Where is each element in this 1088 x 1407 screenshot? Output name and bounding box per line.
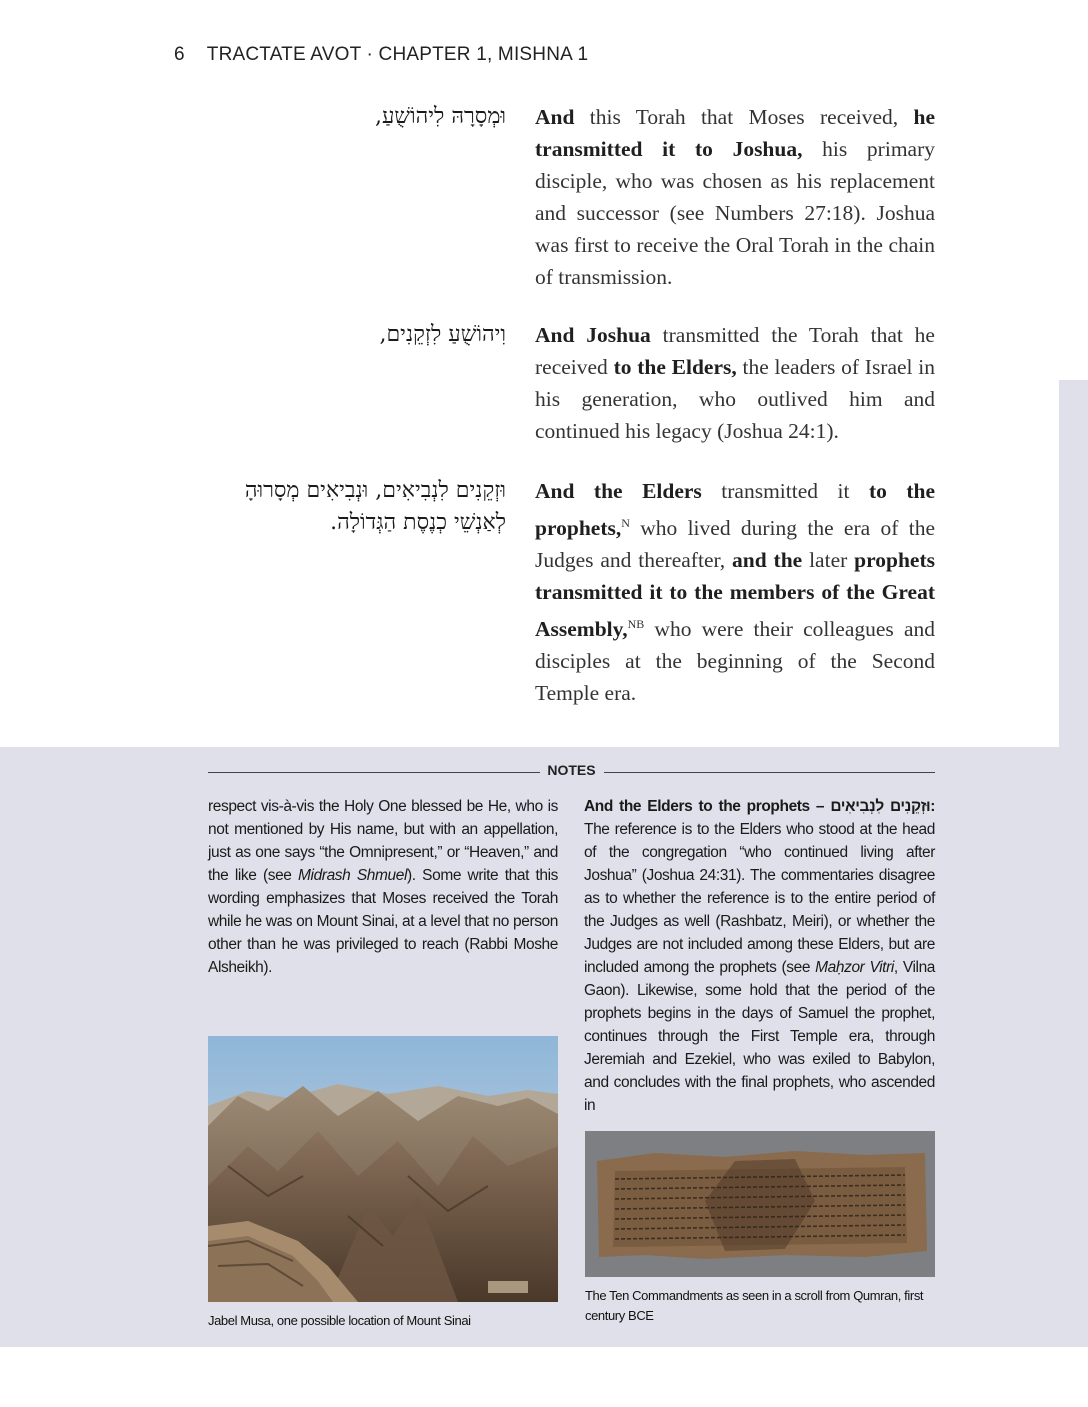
hebrew-mishna-2: וִיהוֹשֻׁעַ לִזְקֵנִים, (379, 322, 506, 347)
bold-run: to the Elders, (613, 355, 737, 379)
figure-caption-right: The Ten Commandments as seen in a scroll from Qumran, first century BCE (585, 1288, 924, 1323)
text-run: , Vilna Gaon). Likewise, some hold that the period of the prophets begins in the days of Samuel the prophet, continues through the First Temple era, through Jeremiah and Ezekiel, who was exiled to Babylon, and concludes with the final prophets, who ascended in (584, 959, 936, 1114)
commentary-2 (535, 319, 935, 447)
bold-run: And (535, 105, 575, 129)
commentary-1 (535, 101, 935, 293)
notes-heading-label: NOTES (547, 762, 596, 778)
hebrew-line: לְאַנְשֵׁי כְנֶסֶת הַגְּדוֹלָה. (330, 510, 506, 535)
page-number: 6 (174, 44, 185, 65)
figure-caption-left: Jabel Musa, one possible location of Mount Sinai (208, 1313, 471, 1328)
running-header (174, 44, 588, 66)
bold-run: he transmitted it to Joshua, (535, 105, 935, 161)
text-run: later (802, 548, 855, 573)
hebrew-mishna-3 (166, 475, 506, 539)
notes-heading (208, 762, 935, 784)
note-left-column (208, 795, 558, 979)
bold-run: And the Elders (535, 479, 702, 503)
bold-run: prophets transmitted it to the members of the Great Assembly, (535, 548, 935, 642)
note-marker: NB (627, 617, 645, 632)
bold-run: and the (732, 548, 803, 573)
text-run: The reference is to the Elders who stood at the head of the congregation “who continued living after Joshua” (Joshua 24:31). The commentaries disagree as to whether the reference is to the entire period of the Judges as well (Rashbatz, Meiri), or whether the Judges are not included among these Elders, but are included among the prophets (see (584, 821, 935, 976)
mount-sinai-photo (208, 1036, 558, 1302)
text-run: transmitted the Torah that he received (535, 323, 935, 379)
bold-run: And Joshua (535, 323, 651, 347)
text-run: who lived during the era of the Judges and thereafter, (535, 516, 935, 573)
bold-run: And the Elders to the prophets – וּזְקֵנִים לִנְבִיאִים: (584, 798, 935, 815)
margin-strip (1059, 380, 1088, 747)
text-run: respect vis-à-vis the Holy One blessed be He, who is not mentioned by His name, but with an appellation, just as one says “the Omnipresent,” or “Heaven,” and the like (see (208, 798, 558, 884)
text-run: transmitted it (701, 479, 869, 503)
text-run: this Torah that Moses received, (574, 105, 914, 129)
header-title: TRACTATE AVOT · CHAPTER 1, MISHNA 1 (206, 44, 589, 65)
text-run: ). Some write that this wording emphasizes that Moses received the Torah while he was on Mount Sinai, at a level that no person other than he was privileged to reach (Rabbi Moshe Alsheikh). (208, 867, 559, 976)
text-run: who were their colleagues and disciples at the beginning of the Second Temple era. (535, 617, 935, 706)
note-right-column (584, 795, 935, 1117)
text-run: his primary disciple, who was chosen as his replacement and successor (see Numbers 27:18). Joshua was first to receive the Oral Torah in the chain of transmission. (535, 137, 935, 289)
hebrew-line: וּזְקֵנִים לִנְבִיאִים, וּנְבִיאִים מְסָרוּהָ (244, 478, 506, 503)
italic-run: Maḥzor Vitri (815, 959, 894, 976)
commentary-3 (535, 475, 935, 709)
notes-rule-right (604, 772, 935, 773)
qumran-scroll-photo (585, 1131, 935, 1277)
italic-run: Midrash Shmuel (298, 867, 408, 884)
note-marker: N (621, 516, 630, 530)
bold-run: to the prophets, (535, 479, 935, 541)
hebrew-mishna-1: וּמְסָרָהּ לִיהוֹשֻׁעַ, (374, 104, 506, 129)
text-run: the leaders of Israel in his generation, who outlived him and continued his legacy (Joshua 24:1). (535, 355, 935, 443)
